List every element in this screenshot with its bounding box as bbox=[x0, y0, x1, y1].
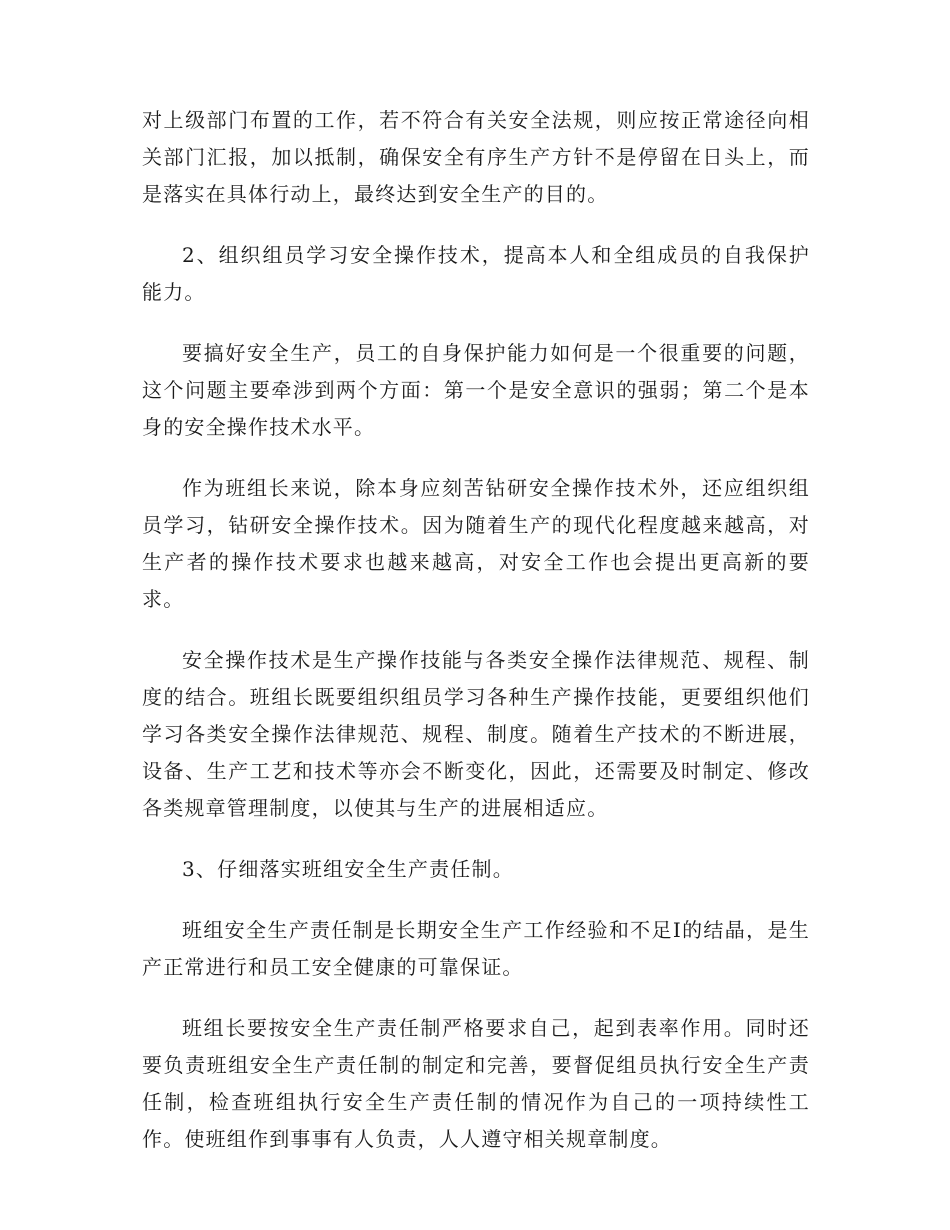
document-body bbox=[142, 102, 810, 1182]
paragraph: 要搞好安全生产，员工的自身保护能力如何是一个很重要的问题，这个问题主要牵涉到两个方面：第一个是安全意识的强弱；第二个是本身的安全操作技术水平。 bbox=[142, 341, 810, 439]
paragraph: 作为班组长来说，除本身应刻苦钻研安全操作技术外，还应组织组员学习，钻研安全操作技术。因为随着生产的现代化程度越来越高，对生产者的操作技术要求也越来越高，对安全工作也会提出更高新的要求。 bbox=[142, 476, 810, 611]
paragraph: 班组安全生产责任制是长期安全生产工作经验和不足I的结晶，是生产正常进行和员工安全健康的可靠保证。 bbox=[142, 918, 810, 979]
paragraph-continuation: 对上级部门布置的工作，若不符合有关安全法规，则应按正常途径向相关部门汇报，加以抵制，确保安全有序生产方针不是停留在日头上，而是落实在具体行动上，最终达到安全生产的目的。 bbox=[142, 108, 810, 206]
paragraph-heading-2: 2、组织组员学习安全操作技术，提高本人和全组成员的自我保护能力。 bbox=[142, 243, 810, 304]
paragraph: 安全操作技术是生产操作技能与各类安全操作法律规范、规程、制度的结合。班组长既要组织组员学习各种生产操作技能，更要组织他们学习各类安全操作法律规范、规程、制度。随着生产技术的不断进展，设备、生产工艺和技术等亦会不断变化，因此，还需要及时制定、修改各类规章管理制度，以使其与生产的进展相适应。 bbox=[142, 648, 810, 820]
paragraph-heading-3: 3、仔细落实班组安全生产责任制。 bbox=[182, 857, 514, 881]
paragraph: 班组长要按安全生产责任制严格要求自己，起到表率作用。同时还要负责班组安全生产责任制的制定和完善，要督促组员执行安全生产责任制，检查班组执行安全生产责任制的情况作为自己的一项持续性工作。使班组作到事事有人负责，人人遵守相关规章制度。 bbox=[142, 1016, 810, 1151]
